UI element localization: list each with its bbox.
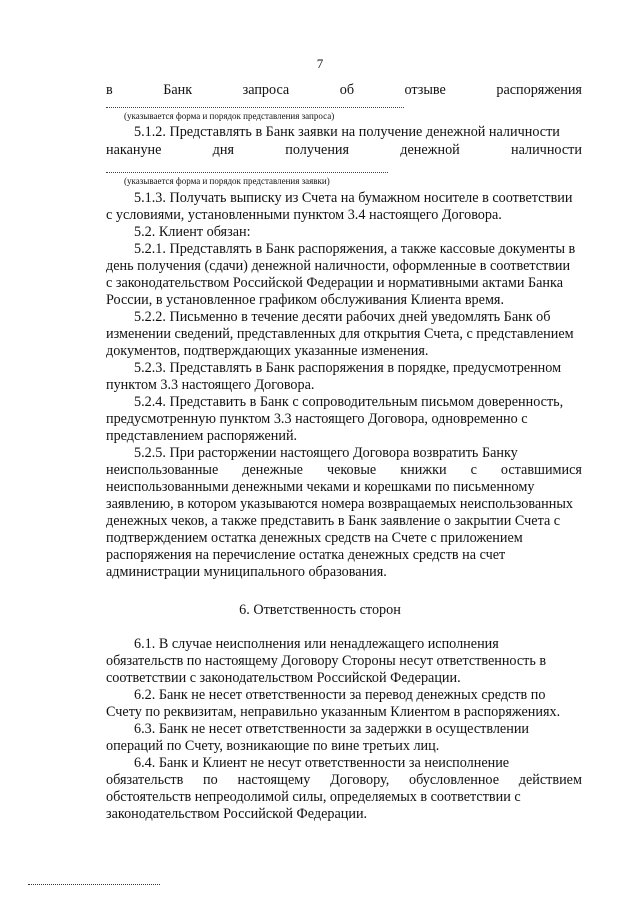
text-line: 6.3. Банк не несет ответственности за задержки в осуществлении	[134, 721, 529, 737]
word: дня	[212, 142, 235, 158]
text-line: предусмотренную пунктом 3.3 настоящего Договора, одновременно с	[106, 411, 528, 427]
field-note: (указывается форма и порядок представления запроса)	[124, 111, 335, 121]
word: запроса	[242, 82, 290, 98]
word: обусловленное	[409, 772, 499, 788]
text-line-justified	[106, 142, 582, 158]
word: действием	[518, 772, 582, 788]
text-line: обязательств по настоящему Договору Стороны несут ответственность в	[106, 653, 547, 669]
text-line-justified	[106, 772, 582, 788]
word: денежные	[242, 462, 303, 478]
text-line: 6.1. В случае неисполнения или ненадлежащего исполнения	[134, 636, 499, 652]
page-number: 7	[316, 56, 324, 71]
word: с	[470, 462, 477, 478]
text-line: заявлению, в котором указываются номера возвращаемых неиспользованных	[106, 496, 573, 512]
fill-in-line	[106, 107, 404, 108]
footer-dotted-line	[28, 884, 160, 885]
word: наличности	[511, 142, 582, 158]
text-line: 6.4. Банк и Клиент не несут ответственности за неисполнение	[134, 755, 510, 771]
section-heading: 6. Ответственность сторон	[239, 602, 401, 618]
text-line-request-revocation	[106, 82, 582, 98]
text-line: 5.2.1. Представлять в Банк распоряжения, а также кассовые документы в	[134, 241, 576, 257]
text-line: Счету по реквизитам, неправильно указанным Клиентом в распоряжениях.	[106, 704, 561, 720]
word: обязательств	[106, 772, 184, 788]
text-line: 5.2.5. При расторжении настоящего Договора возвратить Банку	[134, 445, 518, 461]
word: неиспользованные	[106, 462, 219, 478]
text-line: соответствии с законодательством Российской Федерации.	[106, 670, 461, 686]
text-line: 5.1.3. Получать выписку из Счета на бумажном носителе в соответствии	[134, 190, 573, 206]
field-note: (указывается форма и порядок представления заявки)	[124, 176, 330, 186]
text-line: неиспользованными денежными чеками и корешками по письменному	[106, 479, 535, 495]
text-line: операций по Счету, возникающие по вине третьих лиц.	[106, 738, 440, 754]
word: накануне	[106, 142, 162, 158]
text-line: 5.2. Клиент обязан:	[134, 224, 251, 240]
word: книжки	[400, 462, 447, 478]
text-line: с законодательством Российской Федерации и нормативными актами Банка	[106, 275, 563, 291]
word: Банк	[163, 82, 193, 98]
text-line: день получения (сдачи) денежной наличности, оформленные в соответствии	[106, 258, 571, 274]
word: чековые	[326, 462, 377, 478]
text-line: законодательством Российской Федерации.	[106, 806, 368, 822]
word: Договору,	[330, 772, 390, 788]
text-line-justified	[106, 462, 582, 478]
word: оставшимися	[500, 462, 582, 478]
text-line: 5.2.4. Представить в Банк с сопроводительным письмом доверенность,	[134, 394, 564, 410]
word: в	[106, 82, 113, 98]
word: по	[203, 772, 218, 788]
text-line: 6.2. Банк не несет ответственности за перевод денежных средств по	[134, 687, 546, 703]
text-line: 5.1.2. Представлять в Банк заявки на получение денежной наличности	[134, 124, 560, 140]
text-line: администрации муниципального образования.	[106, 564, 387, 580]
word: отзыве	[404, 82, 446, 98]
text-line: 5.2.3. Представлять в Банк распоряжения в порядке, предусмотренном	[134, 360, 562, 376]
fill-in-line	[106, 172, 388, 173]
text-line: документов, подтверждающих указанные изменения.	[106, 343, 429, 359]
text-line: обстоятельств непреодолимой силы, определяемых в соответствии с	[106, 789, 521, 805]
word: об	[339, 82, 355, 98]
word: распоряжения	[496, 82, 582, 98]
text-line: пунктом 3.3 настоящего Договора.	[106, 377, 315, 393]
text-line: с условиями, установленными пунктом 3.4 настоящего Договора.	[106, 207, 502, 223]
text-line: подтверждением остатка денежных средств на Счете с приложением	[106, 530, 523, 546]
text-line: представлением распоряжений.	[106, 428, 298, 444]
word: денежной	[400, 142, 460, 158]
text-line: распоряжения на перечисление остатка денежных средств на счет	[106, 547, 506, 563]
word: получения	[285, 142, 350, 158]
text-line: России, в установленное графиком обслуживания Клиента время.	[106, 292, 504, 308]
text-line: изменении сведений, представленных для открытия Счета, с представлением	[106, 326, 574, 342]
text-line: денежных чеков, а также представить в Банк заявление о закрытии Счета с	[106, 513, 561, 529]
text-line: 5.2.2. Письменно в течение десяти рабочих дней уведомлять Банк об	[134, 309, 551, 325]
word: настоящему	[237, 772, 311, 788]
